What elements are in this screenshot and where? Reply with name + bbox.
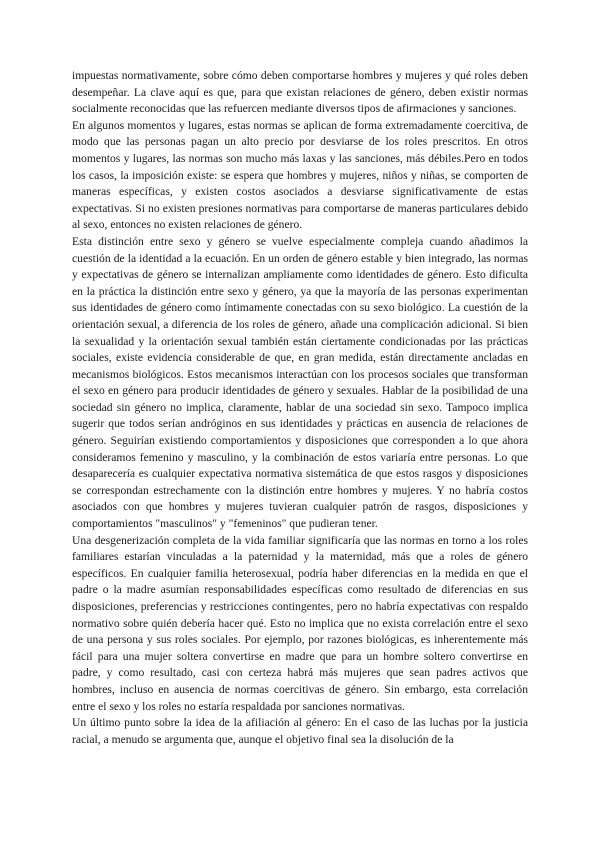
paragraph-3: Esta distinción entre sexo y género se vuelve especialmente compleja cuando añadimos la cuestión de la identidad a la ecuación. En un orden de género estable y bien integrado, las normas y expectativas de género se internalizan ampliamente como identidades de género. Esto dificulta en la práctica la distinción entre sexo y género, ya que la mayoría de las personas experimentan sus identidades de género como íntimamente conectadas con su sexo biológico. La cuestión de la orientación sexual, a diferencia de los roles de género, añade una complicación adicional. Si bien la sexualidad y la orientación sexual también están ciertamente condicionadas por las prácticas sociales, existe evidencia considerable de que, en gran medida, están directamente ancladas en mecanismos biológicos. Estos mecanismos interactúan con los procesos sociales que transforman el sexo en género para producir identidades de género y sexuales. Hablar de la posibilidad de una sociedad sin género no implica, claramente, hablar de una sociedad sin sexo. Tampoco implica sugerir que todos serían andróginos en sus identidades y prácticas en ausencia de relaciones de género. Seguirían existiendo comportamientos y disposiciones que corresponden a lo que ahora consideramos femenino y masculino, y la combinación de estos variaría entre personas. Lo que desaparecería es cualquier expectativa normativa sistemática de que estos rasgos y disposiciones se correspondan estrechamente con la distinción entre hombres y mujeres. Y no habría costos asociados con que hombres y mujeres tuvieran cualquier patrón de rasgos, disposiciones y comportamientos "masculinos" y "femeninos" que pudieran tener. bbox=[72, 234, 528, 531]
document-page bbox=[72, 68, 528, 748]
paragraph-4: Una desgenerización completa de la vida familiar significaría que las normas en torno a los roles familiares estarían vinculadas a la paternidad y la maternidad, más que a roles de género específicos. En cualquier familia heterosexual, podría haber diferencias en la medida en que el padre o la madre asumían responsabilidades específicas como resultado de diferencias en sus disposiciones, preferencias y restricciones contingentes, pero no habría expectativas con respaldo normativo sobre quién debería hacer qué. Esto no implica que no exista correlación entre el sexo de una persona y sus roles sociales. Por ejemplo, por razones biológicas, es inherentemente más fácil para una mujer soltera convertirse en madre que para un hombre soltero convertirse en padre, y como resultado, casi con certeza habrá más mujeres que sean padres activos que hombres, incluso en ausencia de normas coercitivas de género. Sin embargo, esta correlación entre el sexo y los roles no estaría respaldada por sanciones normativas. bbox=[72, 533, 528, 713]
paragraph-1: impuestas normativamente, sobre cómo deben comportarse hombres y mujeres y qué roles deben desempeñar. La clave aquí es que, para que existan relaciones de género, deben existir normas socialmente reconocidas que las refuercen mediante diversos tipos de afirmaciones y sanciones. bbox=[72, 69, 528, 116]
paragraph-5: Un último punto sobre la idea de la afiliación al género: En el caso de las luchas por la justicia racial, a menudo se argumenta que, aunque el objetivo final sea la disolución de la bbox=[72, 716, 528, 746]
paragraph-2: En algunos momentos y lugares, estas normas se aplican de forma extremadamente coercitiva, de modo que las personas pagan un alto precio por desviarse de los roles prescritos. En otros momentos y lugares, las normas son mucho más laxas y las sanciones, más débiles.Pero en todos los casos, la imposición existe: se espera que hombres y mujeres, niños y niñas, se comporten de maneras específicas, y existen costos asociados a desviarse significativamente de estas expectativas. Si no existen presiones normativas para comportarse de maneras particulares debido al sexo, entonces no existen relaciones de género. bbox=[72, 118, 528, 232]
